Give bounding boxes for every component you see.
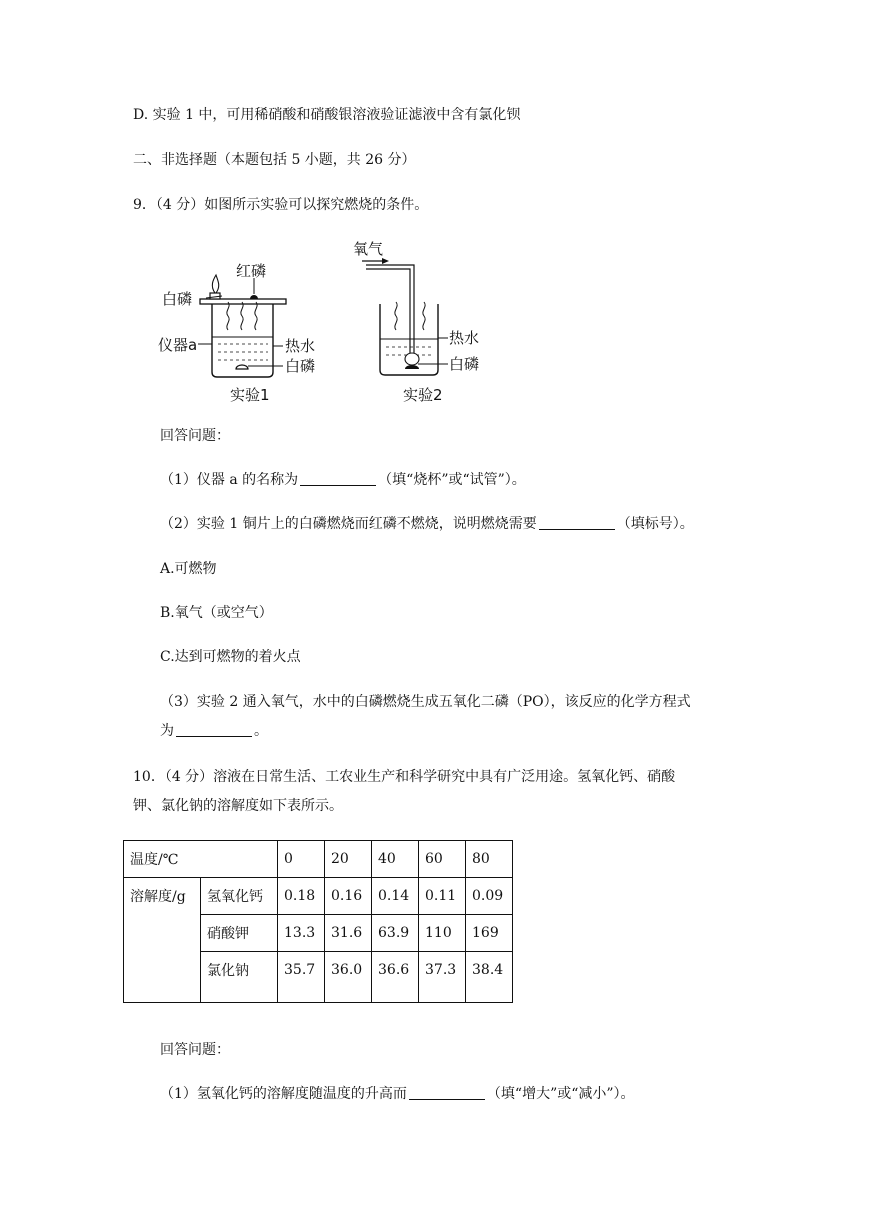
value-cell: 38.4 <box>466 952 513 1003</box>
option-d: D. 实验 1 中，可用稀硝酸和硝酸银溶液验证滤液中含有氯化钡 <box>133 107 521 123</box>
temp-cell: 40 <box>372 841 419 878</box>
solubility-table <box>123 840 513 1003</box>
value-cell: 0.14 <box>372 878 419 915</box>
temp-cell: 0 <box>278 841 325 878</box>
q9-part3-line1: （3）实验 2 通入氧气，水中的白磷燃烧生成五氧化二磷（PO），该反应的化学方程式 <box>160 694 691 710</box>
arrow-right-icon <box>382 258 389 264</box>
answer-blank[interactable] <box>539 515 615 530</box>
option-a: A.可燃物 <box>160 561 217 577</box>
q10-stem-line1: 10．（4 分）溶液在日常生活、工农业生产和科学研究中具有广泛用途。氢氧化钙、硝酸 <box>133 769 676 785</box>
temp-cell: 60 <box>419 841 466 878</box>
header-temperature: 温度/℃ <box>124 841 278 878</box>
temp-cell: 80 <box>466 841 513 878</box>
q9-part1-hint: （填“烧杯”或“试管”）。 <box>378 472 526 488</box>
value-cell: 110 <box>419 915 466 952</box>
table-row <box>124 878 513 915</box>
value-cell: 0.11 <box>419 878 466 915</box>
value-cell: 0.16 <box>325 878 372 915</box>
temp-cell: 20 <box>325 841 372 878</box>
q9-part3-end: 。 <box>254 723 268 739</box>
q9-part1 <box>160 470 526 490</box>
label-white-phosphorus-top: 白磷 <box>162 290 193 308</box>
q9-part2-text: （2）实验 1 铜片上的白磷燃烧而红磷不燃烧，说明燃烧需要 <box>160 516 537 532</box>
answer-blank[interactable] <box>300 471 376 486</box>
caption-experiment-2: 实验2 <box>403 386 443 404</box>
value-cell: 63.9 <box>372 915 419 952</box>
value-cell: 37.3 <box>419 952 466 1003</box>
value-cell: 13.3 <box>278 915 325 952</box>
option-c: C.达到可燃物的着火点 <box>160 649 301 665</box>
white-phosphorus-in-water <box>236 365 248 369</box>
flame-icon <box>212 275 218 293</box>
label-white-phosphorus-bottom: 白磷 <box>285 357 316 375</box>
q10-part1 <box>160 1084 635 1104</box>
section-heading: 二、非选择题（本题包括 5 小题，共 26 分） <box>133 152 416 168</box>
option-b: B.氧气（或空气） <box>160 605 273 621</box>
q9-part1-text: （1）仪器 a 的名称为 <box>160 472 299 488</box>
value-cell: 35.7 <box>278 952 325 1003</box>
label-hot-water-2: 热水 <box>449 329 480 347</box>
value-cell: 31.6 <box>325 915 372 952</box>
label-instrument-a: 仪器a <box>158 336 198 354</box>
answer-blank[interactable] <box>176 722 252 737</box>
experiment-1-diagram <box>158 262 315 404</box>
experiment-2-diagram <box>353 240 479 404</box>
substance-name: 硝酸钾 <box>201 915 278 952</box>
table-row <box>124 841 513 878</box>
label-white-phosphorus-2: 白磷 <box>449 355 480 373</box>
q10-stem-line2: 钾、氯化钠的溶解度如下表所示。 <box>133 798 343 814</box>
q9-part3-text: 为 <box>160 723 174 739</box>
label-oxygen: 氧气 <box>353 240 384 258</box>
q9-answer-prompt: 回答问题： <box>160 428 230 444</box>
q9-experiment-figure <box>150 232 510 412</box>
label-hot-water-1: 热水 <box>285 337 316 355</box>
substance-name: 氢氧化钙 <box>201 878 278 915</box>
label-red-phosphorus: 红磷 <box>236 262 267 280</box>
caption-experiment-1: 实验1 <box>230 386 270 404</box>
q9-part2 <box>160 514 694 534</box>
q9-part3-line2 <box>160 721 268 741</box>
value-cell: 0.09 <box>466 878 513 915</box>
value-cell: 36.0 <box>325 952 372 1003</box>
value-cell: 36.6 <box>372 952 419 1003</box>
q9-stem: 9．（4 分）如图所示实验可以探究燃烧的条件。 <box>133 197 429 213</box>
header-solubility: 溶解度/g <box>124 878 201 1003</box>
q10-answer-prompt: 回答问题： <box>160 1042 230 1058</box>
q10-part1-hint: （填“增大”或“减小”）。 <box>486 1086 635 1102</box>
q9-part2-hint: （填标号）。 <box>616 516 694 532</box>
q10-part1-text: （1）氢氧化钙的溶解度随温度的升高而 <box>160 1086 407 1102</box>
red-phosphorus <box>250 295 258 299</box>
value-cell: 0.18 <box>278 878 325 915</box>
white-phosphorus-2 <box>405 365 419 369</box>
value-cell: 169 <box>466 915 513 952</box>
oxygen-tube <box>366 265 414 362</box>
answer-blank[interactable] <box>409 1085 485 1100</box>
substance-name: 氯化钠 <box>201 952 278 1003</box>
